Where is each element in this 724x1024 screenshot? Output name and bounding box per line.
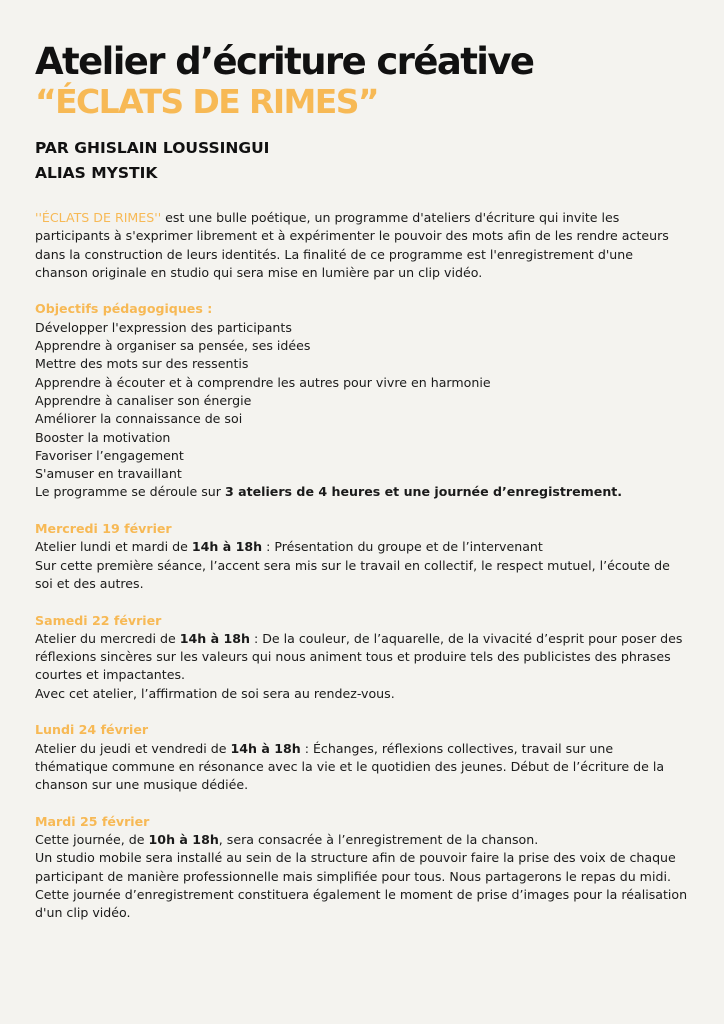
session-date: Samedi 22 février: [35, 612, 162, 628]
session-line: [35, 538, 688, 556]
session-paragraph: Un studio mobile sera installé au sein de la structure afin de pouvoir faire la prise des voix de chaque participant de manière professionnelle mais simplifiée pour tous. Nous partagerons le repas du midi.: [35, 850, 676, 884]
document-body: [35, 209, 688, 923]
session-date: Lundi 24 février: [35, 722, 149, 738]
objective-item: S'amuser en travaillant: [35, 466, 182, 482]
session-hours: 10h à 18h: [148, 832, 219, 848]
session-hours: 14h à 18h: [191, 539, 263, 555]
page-title: Atelier d’écriture créative: [35, 40, 534, 83]
session-line-suffix: : Présentation du groupe et de l’intervenant: [262, 539, 543, 555]
objective-item: Apprendre à écouter et à comprendre les autres pour vivre en harmonie: [35, 374, 491, 390]
objective-item: Booster la motivation: [35, 429, 171, 445]
author-name: PAR GHISLAIN LOUSSINGUI: [35, 139, 270, 157]
objective-item: Favoriser l’engagement: [35, 447, 184, 463]
program-summary-bold: 3 ateliers de 4 heures et une journée d’enregistrement.: [224, 484, 623, 500]
session-line-suffix: , sera consacrée à l’enregistrement de la chanson.: [218, 832, 539, 848]
session-date: Mercredi 19 février: [35, 521, 172, 537]
objective-item: Développer l'expression des participants: [35, 319, 292, 335]
intro-text: est une bulle poétique, un programme d'ateliers d'écriture qui invite les participants à s'exprimer librement et à expérimenter le pouvoir des mots afin de les rendre acteurs dans la construction de leurs identités. La finalité de ce programme est l'enregistrement d'une chanson originale en studio qui sera mise en lumière par un clip vidéo.: [35, 210, 669, 280]
session-hours: 14h à 18h: [230, 740, 301, 756]
session-line-prefix: Atelier du jeudi et vendredi de: [35, 740, 231, 756]
session-line-prefix: Atelier du mercredi de: [35, 630, 180, 646]
author-alias: ALIAS MYSTIK: [35, 164, 158, 182]
session-line-prefix: Cette journée, de: [35, 832, 149, 848]
session-line: [35, 831, 688, 849]
session-line-suffix: : Échanges, réflexions collectives, travail sur une thématique commune en résonance avec la vie et le quotidien des jeunes. Début de l’écriture de la chanson sur une musique dédiée.: [35, 740, 665, 793]
intro-paragraph: [35, 209, 688, 282]
session-line-prefix: Atelier lundi et mardi de: [35, 539, 192, 555]
objectives-heading: Objectifs pédagogiques :: [35, 301, 213, 317]
session-paragraph: Avec cet atelier, l’affirmation de soi sera au rendez-vous.: [35, 685, 395, 701]
session-hours: 14h à 18h: [179, 630, 250, 646]
session-paragraph: Sur cette première séance, l’accent sera mis sur le travail en collectif, le respect mutuel, l’écoute de soi et des autres.: [35, 557, 670, 591]
session-line: [35, 630, 688, 685]
objective-item: Mettre des mots sur des ressentis: [35, 356, 249, 372]
session-line-suffix: : De la couleur, de l’aquarelle, de la vivacité d’esprit pour poser des réflexions sincères sur les valeurs qui nous animent tous et produire tels des publicistes des phrases courtes et impactantes.: [35, 630, 683, 683]
session-date: Mardi 25 février: [35, 813, 150, 829]
intro-highlight: ''ÉCLATS DE RIMES'': [35, 210, 162, 225]
program-summary: [35, 483, 688, 501]
objective-item: Apprendre à organiser sa pensée, ses idées: [35, 338, 311, 354]
page-subtitle: “ÉCLATS DE RIMES”: [35, 82, 378, 121]
session-line: [35, 740, 688, 795]
objective-item: Améliorer la connaissance de soi: [35, 411, 243, 427]
program-summary-prefix: Le programme se déroule sur: [35, 484, 225, 500]
session-paragraph: Cette journée d’enregistrement constituera également le moment de prise d’images pour la réalisation d'un clip vidéo.: [35, 886, 688, 921]
objective-item: Apprendre à canaliser son énergie: [35, 392, 252, 408]
